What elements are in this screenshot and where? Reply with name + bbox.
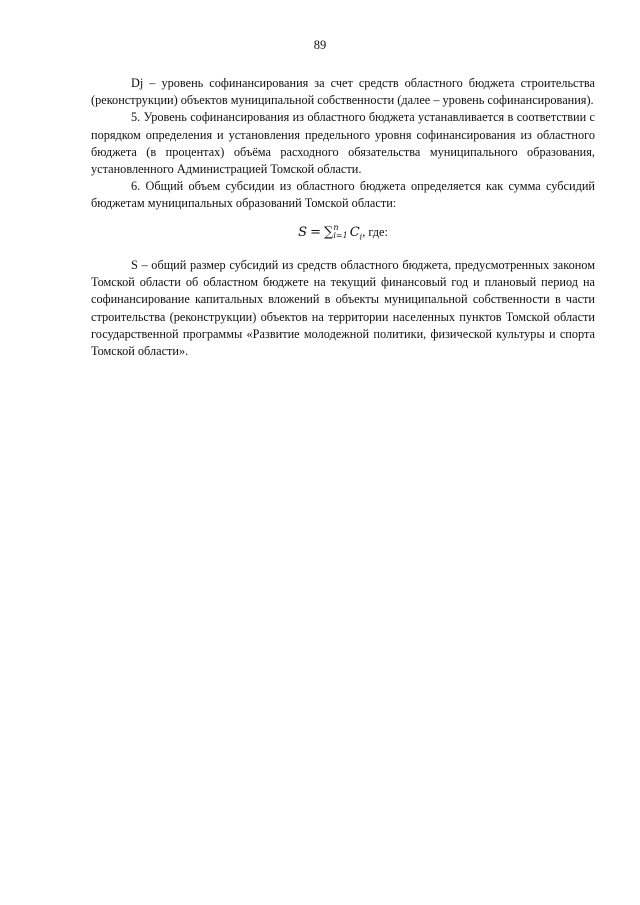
formula-lhs: S [298,224,307,240]
formula-upper-limit: n [333,222,339,232]
paragraph-s-definition: S – общий размер субсидий из средств областного бюджета, предусмотренных законом Томской области об областном бюджете на текущий финансовый год и плановый период на софинансирование капитальных вложений в объекты муниципальной собственности в части строительства (реконструкции) объектов на территории населенных пунктов Томской области государственной программы «Развитие молодежной политики, физической культуры и спорта Томской области». [91,258,595,359]
formula-equals: = [310,224,321,240]
formula-term-subscript: i [359,232,363,242]
paragraph-item-6: 6. Общий объем субсидии из областного бюджета определяется как сумма субсидий бюджетам муниципальных образований Томской области: [91,179,595,211]
formula-suffix: , где: [362,224,388,239]
paragraph-dj-definition: Dj – уровень софинансирования за счет средств областного бюджета строительства (реконструкции) объектов муниципальной собственности (далее – уровень софинансирования). [91,76,595,108]
formula-lower-limit: i=1 [333,230,348,240]
document-body [91,75,595,360]
formula-sum-symbol: ∑ [324,224,334,240]
paragraph-item-5: 5. Уровень софинансирования из областного бюджета устанавливается в соответствии с порядком определения и установления предельного уровня софинансирования из областного бюджета (в процентах) объёма расходного обязательства муниципального образования, установленного Администрацией Томской области. [91,110,595,177]
sum-formula [91,222,595,247]
page-number: 89 [313,38,327,52]
formula-term: C [349,224,360,240]
formula-limits [333,224,347,240]
